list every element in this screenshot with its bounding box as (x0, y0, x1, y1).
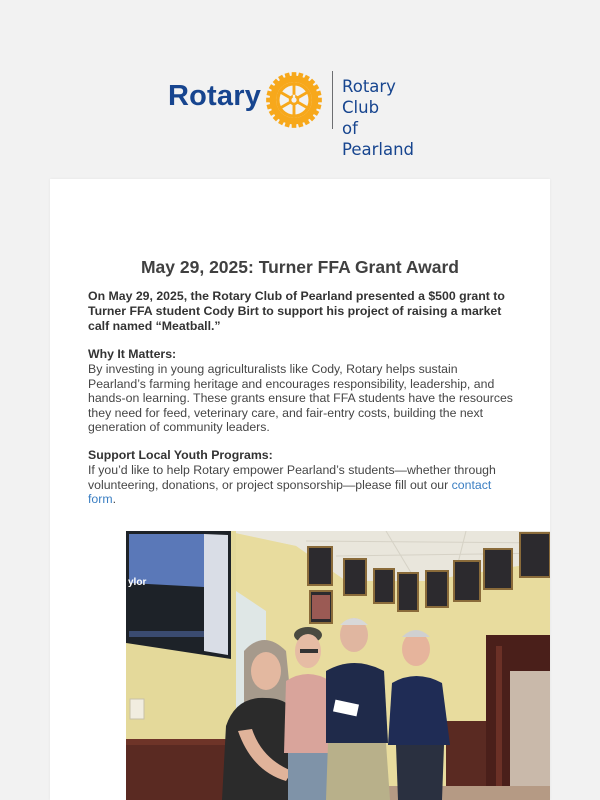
section-body: By investing in young agriculturalists like Cody, Rotary helps sustain Pearland’s farming heritage and encourages responsibility, leadership, and hands-on learning. These grants ensure that FFA students have the resources they need for feed, veterinary care, and fair-entry costs, building the next generation of community leaders. (88, 362, 513, 435)
logo-divider (332, 71, 333, 129)
section-heading: Support Local Youth Programs: (88, 448, 273, 462)
grant-presentation-photo (126, 531, 550, 800)
logo-club-line1: Rotary Club (342, 77, 396, 117)
tv-screen-text: ylor (128, 577, 147, 588)
article-title: May 29, 2025: Turner FFA Grant Award (140, 257, 460, 277)
section-why-it-matters (88, 347, 518, 435)
email-header (0, 0, 600, 179)
rotary-club-logo[interactable] (168, 70, 434, 159)
section-body-text: If you’d like to help Rotary empower Pearland’s students—whether through volunteering, donations, or project sponsorship—please fill out our (88, 463, 496, 492)
logo-club-name (342, 76, 434, 160)
contact-form-link[interactable]: contact form (88, 477, 492, 507)
light-switch (130, 699, 144, 719)
section-support-youth (88, 448, 518, 507)
section-body (88, 463, 518, 507)
logo-club-line2: of Pearland (342, 119, 415, 159)
article-card (50, 179, 550, 800)
section-body-end: . (112, 492, 117, 507)
logo-wordmark: Rotary (168, 80, 262, 112)
article-lead: On May 29, 2025, the Rotary Club of Pearland presented a $500 grant to Turner FFA student Cody Birt to support his project of raising a market calf named “Meatball.” (88, 289, 505, 333)
section-heading: Why It Matters: (88, 347, 177, 361)
rotary-wheel-icon (265, 71, 323, 129)
door-window (510, 671, 550, 791)
photo-illustration (126, 531, 550, 800)
